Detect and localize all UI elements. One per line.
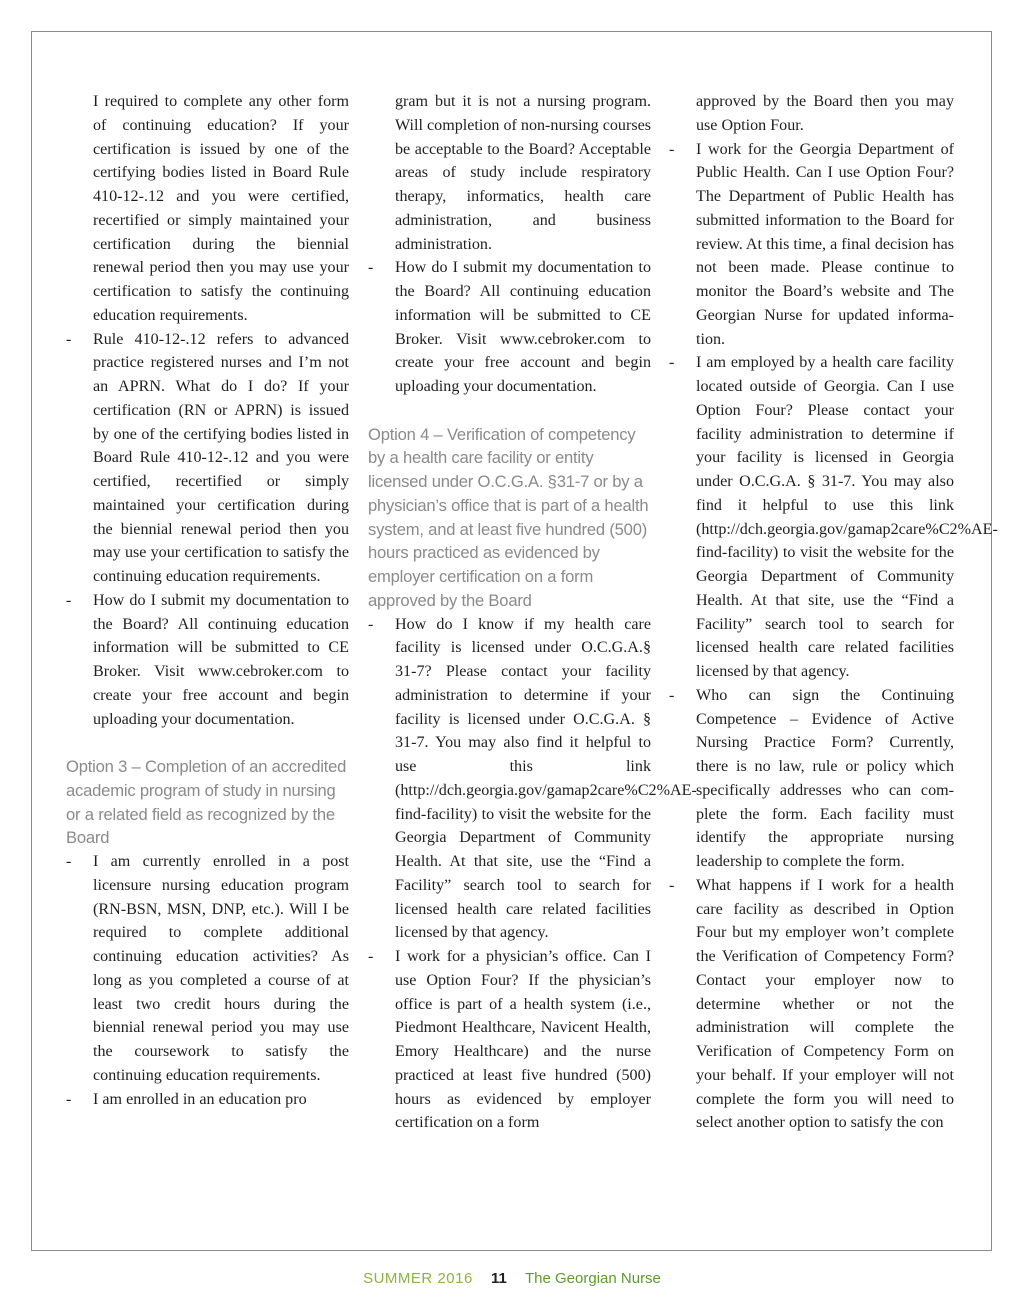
footer-publication: The Georgian Nurse (525, 1270, 661, 1287)
list-item: - I work for a physician’s office. Can I use Option Four? If the physician’s office is part of a health system (i.e., Piedmont Healthcare, Navicent Health, Emory Healthcare) and the nurse practiced at least five hundred (500) hours as evidenced by employer certification on a form (368, 945, 651, 1135)
paragraph: gram but it is not a nursing program. Will completion of non-nursing courses be acceptable to the Board? Acceptable areas of study include respiratory therapy, informatics, health care administration, and business administration. (395, 93, 651, 253)
list-item: - How do I submit my documentation to the Board? All continuing education information will be submitted to CE Broker. Visit www.cebroker.com to create your free account and begin uploading your documentation. (368, 256, 651, 399)
page-footer (0, 1270, 1024, 1287)
list-item: - I am enrolled in an education pro (66, 1088, 349, 1112)
spacer (368, 399, 651, 423)
list-item: - Rule 410-12-.12 refers to advanced practice registered nurses and I’m not an APRN. What do I do? If your certification (RN or APRN) is issued by one of the certifying bodies listed in Board Rule 410-12-.12 and you were certified, recertified or simply maintained your certification during the biennial renewal period then you may use your certification to satisfy the continuing education requirements. (66, 328, 349, 589)
list-item: - I am currently enrolled in a post licensure nursing education program (RN-BSN, MSN, DNP, etc.). Will I be required to complete additional continuing education activities? As long as you completed a course of at least two credit hours during the biennial renewal period you may use the coursework to satisfy the continuing education requirements. (66, 850, 349, 1088)
section-heading-option-4: Option 4 – Verification of competency by a health care facility or entity licensed under O.C.G.A. §31-7 or by a physician’s office that is part of a health system, and at least five hundred (500) hours practiced as evidenced by employer certification on a form approved by the Board (368, 424, 649, 610)
column-middle (368, 90, 697, 1135)
section-heading-option-3: Option 3 – Completion of an accredited academic program of study in nursing or a related field as recognized by the Board (66, 757, 347, 848)
list-item: - How do I know if my health care facility is licensed under O.C.G.A.§ 31-7? Please contact your facility administration to determine if your facility is licensed under O.C.G.A. § 31-7. You may also find it helpful to use this link (http://dch.georgia.gov/gamap2care%C2%AE-find-facility) to visit the website for the Georgia Department of Community Health. At that site, use the “Find a Facility” search tool to search for licensed health care related facilities licensed by that agency. (368, 613, 651, 946)
list-item: - How do I submit my documentation to the Board? All continuing education information will be submitted to CE Broker. Visit www.cebroker.com to create your free account and begin uploading your documentation. (66, 589, 349, 732)
column-right (669, 90, 998, 1135)
column-left (66, 90, 349, 1111)
list-item: - I am employed by a health care facility located outside of Georgia. Can I use Option Four? Please contact your facility administration to determine if your facility is licensed in Georgia under O.C.G.A. § 31-7. You may also find it helpful to use this link (http://dch.georgia.gov/gamap2care%C2%AE-find-facility) to visit the website for the Georgia Department of Community Health. At that site, use the “Find a Facility” search tool to search for licensed health care related facilities licensed by that agency. (669, 351, 954, 684)
spacer (66, 731, 349, 755)
footer-season: SUMMER 2016 (363, 1270, 473, 1287)
paragraph: approved by the Board then you may use Option Four. (696, 93, 954, 134)
list-item: - I work for the Georgia Department of Public Health. Can I use Option Four? The Department of Public Health has submitted information to the Board for review. At this time, a final decision has not been made. Please continue to monitor the Board’s website and The Georgian Nurse for updated information. (669, 138, 954, 352)
paragraph: I required to complete any other form of continuing education? If your certification is issued by one of the certifying bodies listed in Board Rule 410-12-.12 and you were certified, recertified or simply maintained your certification during the biennial renewal period then you may use your certification to satisfy the continuing education requirements. (93, 93, 349, 324)
footer-page-number: 11 (490, 1270, 507, 1287)
list-item: - Who can sign the Continuing Competence – Evidence of Active Nursing Practice Form? Currently, there is no law, rule or policy which specifically addresses who can complete the form. Each facility must identify the appropriate nursing leadership to complete the form. (669, 684, 954, 874)
list-item: - What happens if I work for a health care facility as described in Option Four but my employer won’t complete the Verification of Competency Form? Contact your employer now to determine whether or not the administration will complete the Verification of Competency Form on your behalf. If your employer will not complete the form you will need to select another option to satisfy the con (669, 874, 954, 1135)
